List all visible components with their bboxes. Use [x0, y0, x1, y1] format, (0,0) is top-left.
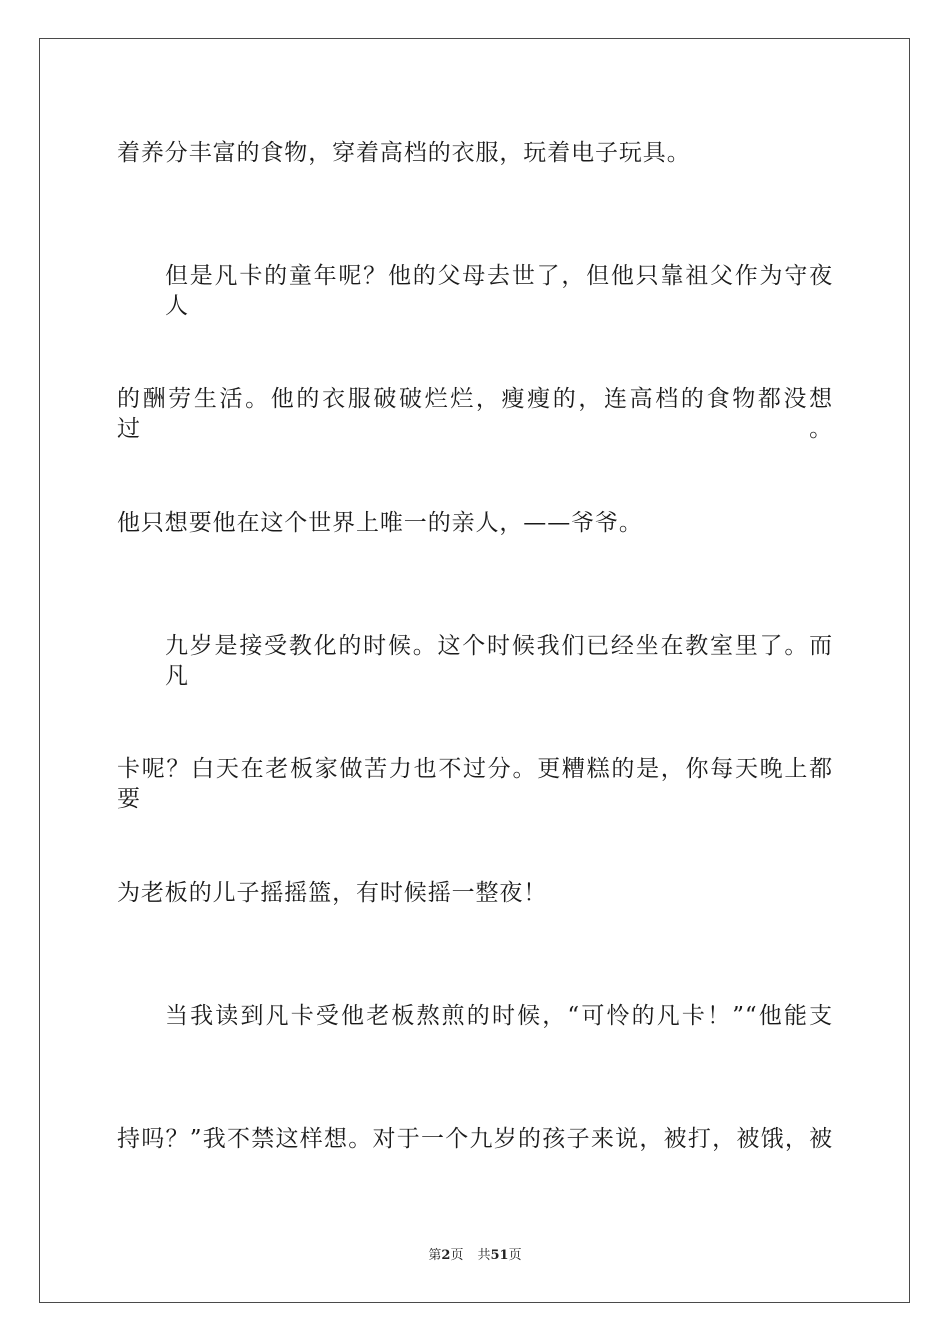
- body-text-line: 但是凡卡的童年呢？他的父母去世了，但他只靠祖父作为守夜人: [165, 263, 833, 319]
- body-text-line: 卡呢？白天在老板家做苦力也不过分。更糟糕的是，你每天晚上都要: [117, 756, 833, 812]
- page-prefix: 第: [428, 1248, 442, 1263]
- body-text-line: 他只想要他在这个世界上唯一的亲人，——爷爷。: [117, 510, 643, 536]
- total-pages: 51: [490, 1248, 509, 1263]
- body-text-line: 当我读到凡卡受他老板熬煎的时候，“可怜的凡卡！”“他能支: [165, 1003, 833, 1029]
- body-text-line: 着养分丰富的食物，穿着高档的衣服，玩着电子玩具。: [117, 140, 691, 166]
- body-text-line: 持吗？”我不禁这样想。对于一个九岁的孩子来说，被打，被饿，被: [117, 1126, 833, 1152]
- body-text-line: 九岁是接受教化的时候。这个时候我们已经坐在教室里了。而凡: [165, 633, 833, 689]
- page-suffix: 页: [450, 1248, 464, 1263]
- page-footer: [0, 1247, 950, 1265]
- page-number: 2: [441, 1248, 451, 1263]
- body-text-line: 为老板的儿子摇摇篮，有时候摇一整夜！: [117, 880, 548, 906]
- total-prefix: 共: [477, 1248, 491, 1263]
- total-suffix: 页: [508, 1248, 522, 1263]
- body-text-line: 的酬劳生活。他的衣服破破烂烂，瘦瘦的，连高档的食物都没想过。: [117, 386, 833, 442]
